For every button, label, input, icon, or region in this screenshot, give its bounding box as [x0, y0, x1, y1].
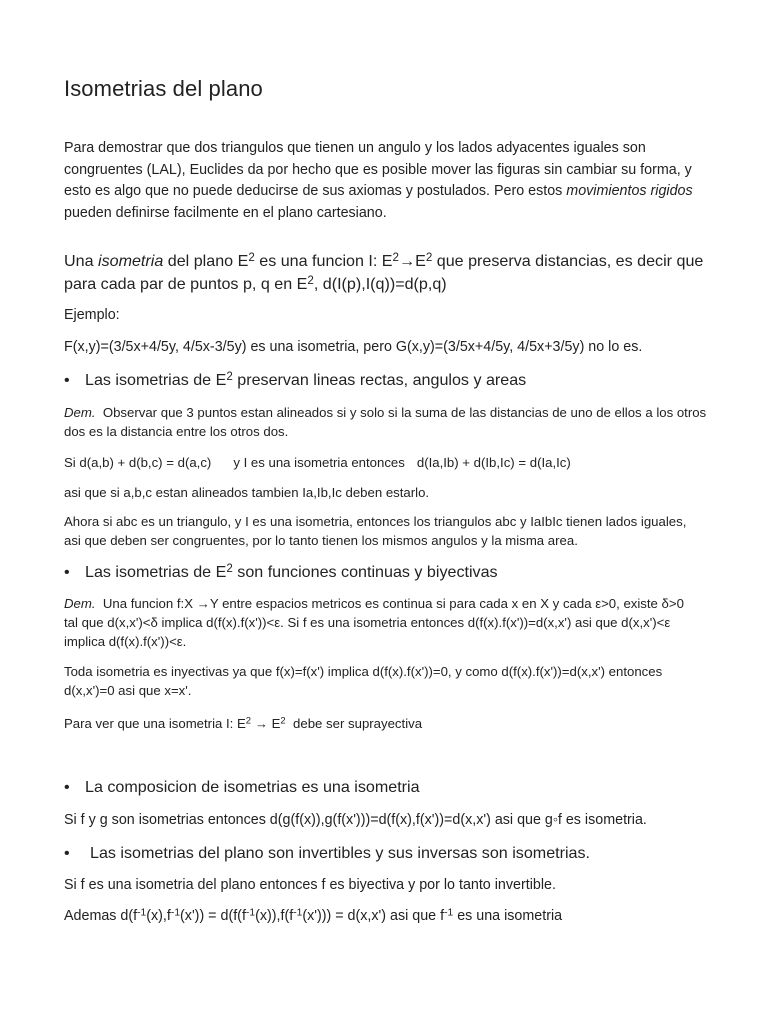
bullet-dot: • [64, 778, 70, 796]
bullet-item-composition [64, 778, 724, 797]
bullet1-text-2: preservan lineas rectas, angulos y areas [232, 371, 527, 389]
example-label: Ejemplo: [64, 307, 120, 323]
def-text-1: Una [64, 252, 98, 270]
bullet-item-lines [64, 371, 724, 390]
inv-text-1: Ademas d(f [64, 908, 138, 924]
triangle-paragraph: Ahora si abc es un triangulo, y I es una isometria, entonces los triangulos abc y IaIbIc tienen lados iguales, asi que deben ser congruentes, por lo tanto tienen los mismos angulos y la misma area. [64, 514, 687, 548]
page-title: Isometrias del plano [64, 76, 263, 101]
inv-text-2: (x),f [146, 908, 171, 924]
def-text-6: , d(I(p),I(q))=d(p,q) [313, 274, 447, 293]
surj-sup-2: 2 [280, 715, 286, 727]
surj-sup-1: 2 [245, 715, 252, 727]
def-text-5: que preserva distancias, es decir que para cada par de puntos p, q en E [64, 252, 704, 293]
dem1-label: Dem. [64, 405, 96, 420]
bullet-dot: • [64, 563, 70, 581]
collinear-text-c: d(Ia,Ib) + d(Ib,Ic) = d(Ia,Ic) [416, 455, 571, 470]
def-emphasis: isometria [98, 252, 164, 270]
intro-text-a: Para demostrar que dos triangulos que tienen un angulo y los lados adyacentes iguales son congruentes (LAL), Euclides da por hecho que es posible mover las figuras sin cambiar su forma, y esto es algo que no puede deducirse de sus axiomas y postulados. Pero estos [64, 140, 692, 199]
def-sup-1: 2 [248, 251, 255, 264]
inv-text-6: es una isometria [453, 908, 563, 924]
bullet2-text-2: son funciones continuas y biyectivas [232, 563, 498, 581]
definition-paragraph [64, 250, 704, 295]
dem2-text: Una funcion f:X →Y entre espacios metricos es continua si para cada x en X y cada ε>0, existe δ>0 tal que d(x,x')<δ implica d(f(x).f(x'))<ε. Si f es una isometria entonces d(f(x).f(x'))=d(x,x') asi que d(x,x')<ε implica d(f(x).f(x'))<ε. [64, 596, 688, 649]
collinear-text-b: y I es una isometria entonces [233, 455, 405, 470]
bullet3-text: La composicion de isometrias es una isometria [85, 778, 420, 796]
dem2-label: Dem. [64, 596, 96, 611]
dem1-text: Observar que 3 puntos estan alineados si y solo si la suma de las distancias de uno de ellos a los otros dos es la distancia entre los otros dos. [64, 405, 710, 439]
collinear-paragraph [64, 453, 724, 472]
dem1-paragraph [64, 403, 724, 441]
bullet1-text-1: Las isometrias de E [85, 371, 227, 389]
inv-text-3: (x')) = d(f(f [180, 908, 246, 924]
invertible-paragraph: Si f es una isometria del plano entonces f es biyectiva y por lo tanto invertible. [64, 877, 556, 893]
def-text-2: del plano E [163, 252, 249, 270]
inv-text-4: (x)),f(f [255, 908, 294, 924]
intro-text-b: pueden definirse facilmente en el plano cartesiano. [64, 204, 387, 221]
def-sup-4: 2 [307, 274, 314, 287]
bullet2-sup: 2 [226, 562, 233, 575]
dem2-paragraph [64, 594, 694, 651]
def-text-4: →E [399, 252, 426, 270]
def-sup-2: 2 [392, 251, 399, 264]
bullet-dot: • [64, 844, 70, 862]
surj-text-3: debe ser suprayectiva [285, 716, 423, 731]
bullet4-text: Las isometrias del plano son invertibles y sus inversas son isometrias. [90, 844, 591, 862]
bullet-item-invertible [64, 844, 724, 863]
bullet-dot: • [64, 371, 70, 389]
bullet1-sup: 2 [226, 370, 233, 383]
inv-sup-1: -1 [137, 907, 147, 919]
inverse-paragraph [64, 908, 744, 924]
inv-sup-5: -1 [444, 907, 454, 919]
composition-paragraph: Si f y g son isometrias entonces d(g(f(x)),g(f(x')))=d(f(x),f(x'))=d(x,x') asi que g◦f es isometria. [64, 812, 647, 828]
bullet-item-continuous [64, 563, 724, 582]
inv-text-5: (x'))) = d(x,x') asi que f [302, 908, 445, 924]
inv-sup-2: -1 [170, 907, 181, 919]
surjective-paragraph [64, 714, 704, 733]
example-text: F(x,y)=(3/5x+4/5y, 4/5x-3/5y) es una isometria, pero G(x,y)=(3/5x+4/5y, 4/5x+3/5y) no lo es. [64, 339, 643, 355]
surj-text-2: → E [251, 716, 281, 731]
def-text-3: es una funcion I: E [254, 252, 393, 270]
surj-text-1: Para ver que una isometria I: E [64, 716, 246, 731]
aligned-paragraph: asi que si a,b,c estan alineados tambien Ia,Ib,Ic deben estarlo. [64, 485, 430, 500]
inv-sup-4: -1 [293, 907, 303, 919]
collinear-text-a: Si d(a,b) + d(b,c) = d(a,c) [64, 455, 212, 470]
inv-sup-3: -1 [245, 907, 256, 919]
intro-paragraph [64, 138, 704, 224]
bullet2-text-1: Las isometrias de E [85, 563, 227, 581]
def-sup-3: 2 [425, 251, 433, 264]
intro-emphasis: movimientos rigidos [566, 183, 693, 199]
injective-paragraph: Toda isometria es inyectivas ya que f(x)=f(x') implica d(f(x).f(x'))=0, y como d(f(x).f(x'))=d(x,x') entonces d(x,x')=0 asi que x=x'. [64, 664, 663, 698]
